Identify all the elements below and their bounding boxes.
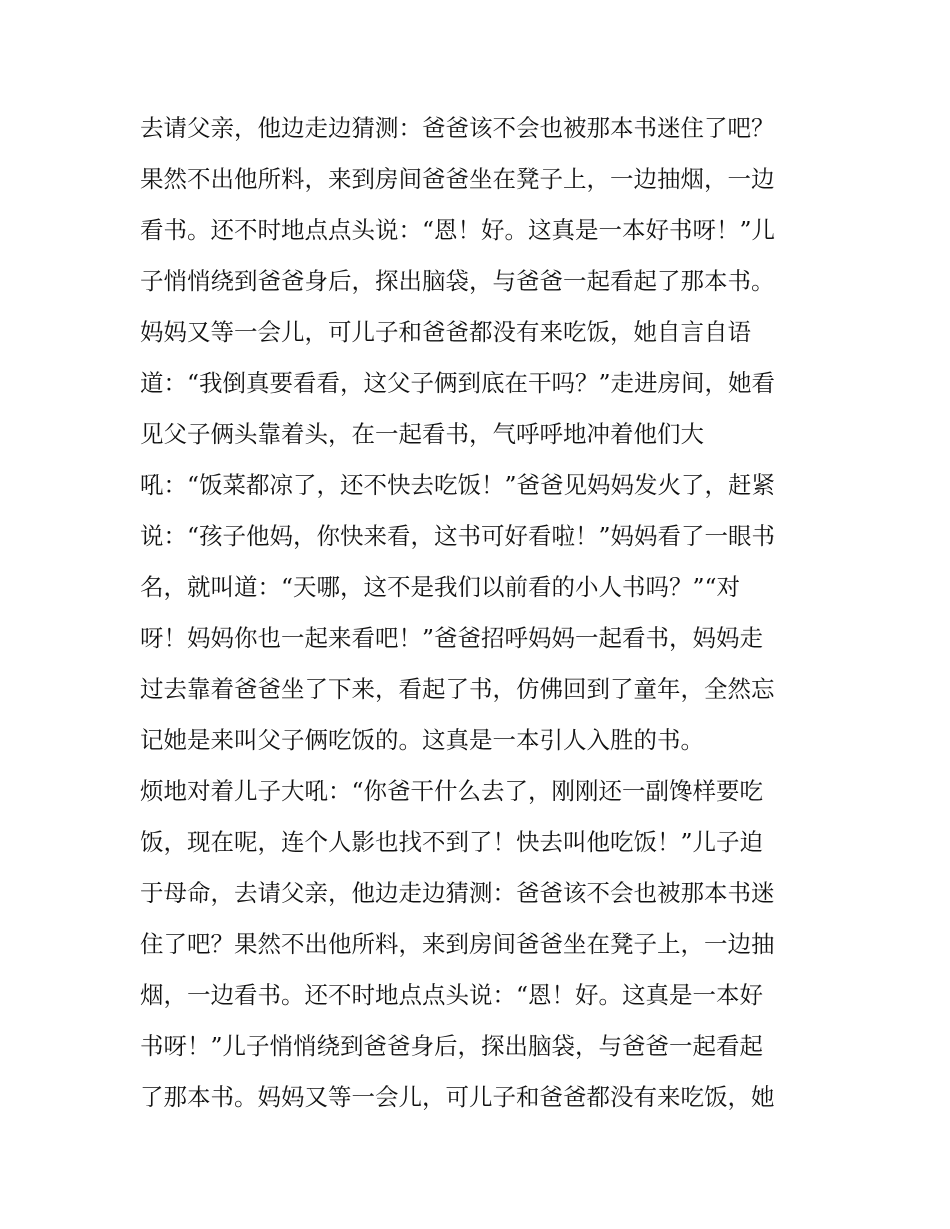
text-line: 于母命，去请父亲，他边走边猜测：爸爸该不会也被那本书迷 <box>140 879 775 907</box>
text-line: 妈妈又等一会儿，可儿子和爸爸都没有来吃饭，她自言自语 <box>140 318 751 346</box>
text-line: 名，就叫道：“天哪，这不是我们以前看的小人书吗？”“对 <box>140 573 741 601</box>
text-line: 看书。还不时地点点头说：“恩！好。这真是一本好书呀！”儿 <box>140 216 776 244</box>
text-line: 去请父亲，他边走边猜测：爸爸该不会也被那本书迷住了吧？ <box>140 114 775 142</box>
text-line: 说：“孩子他妈，你快来看，这书可好看啦！”妈妈看了一眼书 <box>140 522 776 550</box>
text-line: 烟，一边看书。还不时地点点头说：“恩！好。这真是一本好 <box>140 981 764 1009</box>
text-line: 住了吧？果然不出他所料，来到房间爸爸坐在凳子上，一边抽 <box>140 930 775 958</box>
text-line: 道：“我倒真要看看，这父子俩到底在干吗？”走进房间，她看 <box>140 369 776 397</box>
text-line: 书呀！”儿子悄悄绕到爸爸身后，探出脑袋，与爸爸一起看起 <box>140 1032 764 1060</box>
text-line: 了那本书。妈妈又等一会儿，可儿子和爸爸都没有来吃饭，她 <box>140 1083 775 1111</box>
text-line: 过去靠着爸爸坐了下来，看起了书，仿佛回到了童年，全然忘 <box>140 675 775 703</box>
text-line: 饭，现在呢，连个人影也找不到了！快去叫他吃饭！”儿子迫 <box>140 828 764 856</box>
text-line: 子悄悄绕到爸爸身后，探出脑袋，与爸爸一起看起了那本书。 <box>140 267 775 295</box>
text-line: 记她是来叫父子俩吃饭的。这真是一本引人入胜的书。 <box>140 726 704 754</box>
text-line: 烦地对着儿子大吼：“你爸干什么去了，刚刚还一副馋样要吃 <box>140 777 764 805</box>
text-line: 果然不出他所料，来到房间爸爸坐在凳子上，一边抽烟，一边 <box>140 165 775 193</box>
text-line: 吼：“饭菜都凉了，还不快去吃饭！”爸爸见妈妈发火了，赶紧 <box>140 471 776 499</box>
text-line: 见父子俩头靠着头，在一起看书，气呼呼地冲着他们大 <box>140 420 704 448</box>
text-line: 呀！妈妈你也一起来看吧！”爸爸招呼妈妈一起看书，妈妈走 <box>140 624 764 652</box>
